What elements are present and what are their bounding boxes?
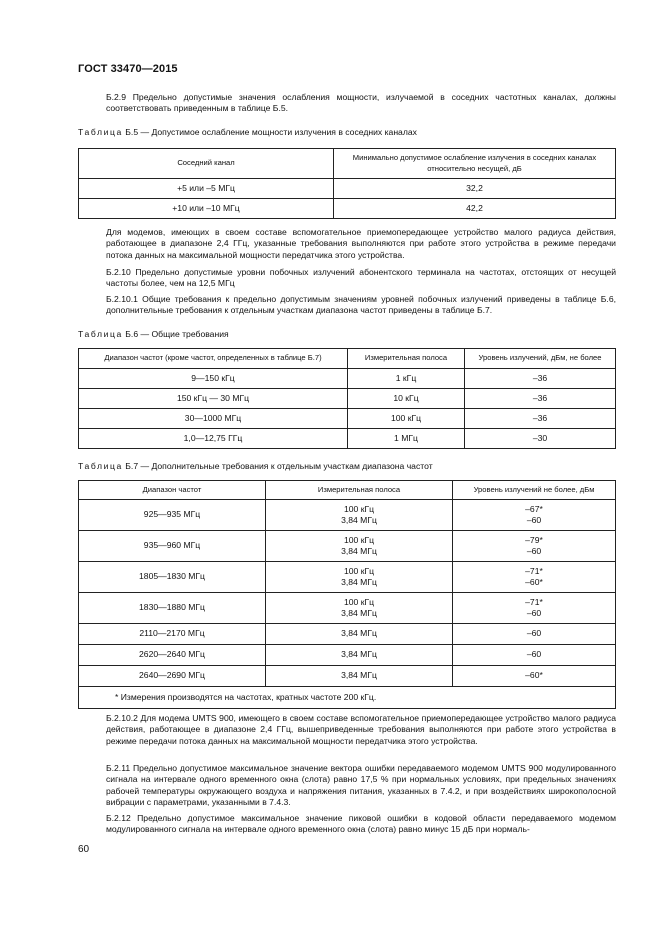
column-header: Минимально допустимое ослабление излучения в соседних каналах относительно несущей, дБ bbox=[334, 149, 616, 179]
table-cell: 935—960 МГц bbox=[79, 531, 266, 562]
paragraph-b2-11: Б.2.11 Предельно допустимое максимальное значение вектора ошибки передаваемого модемом UMTS 900 модулированного сигнала на интервале одного временного окна (слота) равно 17,5 % при нормальных условиях, при предельных значениях рабочей температуры окружающего воздуха и напряжения питания, указанных в 7.4.2, и при воздействиях широкополосной вибрации с параметрами, указанными в 7.4.3. bbox=[106, 763, 616, 808]
table-header-row bbox=[79, 349, 616, 369]
table-row bbox=[79, 429, 616, 449]
table-cell: –71* –60* bbox=[453, 562, 616, 593]
table-cell: 42,2 bbox=[334, 199, 616, 219]
table-row bbox=[79, 531, 616, 562]
table-cell: 10 кГц bbox=[348, 389, 465, 409]
table-b7 bbox=[78, 480, 616, 709]
table-cell: 1,0—12,75 ГГц bbox=[79, 429, 348, 449]
page-number: 60 bbox=[78, 844, 90, 855]
paragraph-b2-10: Б.2.10 Предельно допустимые уровни побочных излучений абонентского терминала на частотах, отстоящих от несущей частоты более, чем на 12,5 МГц bbox=[106, 267, 616, 289]
table-cell: 1805—1830 МГц bbox=[79, 562, 266, 593]
table-row bbox=[79, 624, 616, 645]
table-cell: –67* –60 bbox=[453, 500, 616, 531]
table-cell: 2640—2690 МГц bbox=[79, 666, 266, 687]
paragraph-b2-10-1: Б.2.10.1 Общие требования к предельно допустимым значениям уровней побочных излучений приведены в таблице Б.6, дополнительные требования к отдельным участкам диапазона частот приведены в таблице Б.7. bbox=[106, 294, 616, 316]
column-header: Измерительная полоса bbox=[266, 481, 453, 500]
table-cell: 30—1000 МГц bbox=[79, 409, 348, 429]
table-cell: –30 bbox=[465, 429, 616, 449]
table-row bbox=[79, 369, 616, 389]
paragraph-modem: Для модемов, имеющих в своем составе вспомогательное приемопередающее устройство малого радиуса действия, работающее в диапазоне 2,4 ГГц, указанные требования выполняются при работе этого устройства в режиме передачи потока данных на максимальной мощности передатчика этого устройства. bbox=[106, 227, 616, 260]
table-header-row bbox=[79, 481, 616, 500]
table-cell: –36 bbox=[465, 389, 616, 409]
table-b7-caption: Таблица Б.7 — Дополнительные требования к отдельным участкам диапазона частот bbox=[78, 461, 433, 471]
table-b6-caption: Таблица Б.6 — Общие требования bbox=[78, 329, 229, 339]
table-footnote: * Измерения производятся на частотах, кратных частоте 200 кГц. bbox=[79, 687, 616, 709]
table-cell: 32,2 bbox=[334, 179, 616, 199]
table-cell: +5 или –5 МГц bbox=[79, 179, 334, 199]
column-header: Диапазон частот (кроме частот, определенных в таблице Б.7) bbox=[79, 349, 348, 369]
paragraph-b2-10-2: Б.2.10.2 Для модема UMTS 900, имеющего в своем составе вспомогательное приемопередающее устройство малого радиуса действия, работающее в диапазоне 2,4 ГГц, вышеприведенные требования выполняются при работе этого устройства в режиме передачи потока данных на максимальной мощности передатчика этого устройства. bbox=[106, 713, 616, 746]
table-cell: 925—935 МГц bbox=[79, 500, 266, 531]
table-b5-caption: Таблица Б.5 — Допустимое ослабление мощности излучения в соседних каналах bbox=[78, 127, 417, 137]
table-row bbox=[79, 500, 616, 531]
column-header: Соседний канал bbox=[79, 149, 334, 179]
table-row bbox=[79, 389, 616, 409]
table-cell: 100 кГц 3,84 МГц bbox=[266, 593, 453, 624]
table-row bbox=[79, 666, 616, 687]
paragraph-b2-12: Б.2.12 Предельно допустимое максимальное значение пиковой ошибки в кодовой области передаваемого модемом модулированного сигнала на интервале одного временного окна (слота) равно минус 15 дБ при нормаль- bbox=[106, 813, 616, 835]
table-b6 bbox=[78, 348, 616, 449]
table-row bbox=[79, 179, 616, 199]
table-cell: 3,84 МГц bbox=[266, 624, 453, 645]
table-cell: 100 кГц 3,84 МГц bbox=[266, 500, 453, 531]
table-cell: –36 bbox=[465, 409, 616, 429]
table-cell: 150 кГц — 30 МГц bbox=[79, 389, 348, 409]
document-id: ГОСТ 33470—2015 bbox=[78, 63, 178, 75]
column-header: Измерительная полоса bbox=[348, 349, 465, 369]
table-b5 bbox=[78, 148, 616, 219]
table-cell: 2110—2170 МГц bbox=[79, 624, 266, 645]
table-row bbox=[79, 562, 616, 593]
table-cell: 100 кГц 3,84 МГц bbox=[266, 562, 453, 593]
table-cell: 9—150 кГц bbox=[79, 369, 348, 389]
column-header: Уровень излучений, дБм, не более bbox=[465, 349, 616, 369]
table-header-row bbox=[79, 149, 616, 179]
table-row bbox=[79, 593, 616, 624]
table-footnote-row bbox=[79, 687, 616, 709]
table-cell: 2620—2640 МГц bbox=[79, 645, 266, 666]
column-header: Диапазон частот bbox=[79, 481, 266, 500]
table-cell: –36 bbox=[465, 369, 616, 389]
table-cell: +10 или –10 МГц bbox=[79, 199, 334, 219]
table-row bbox=[79, 645, 616, 666]
table-cell: 3,84 МГц bbox=[266, 666, 453, 687]
table-cell: 3,84 МГц bbox=[266, 645, 453, 666]
paragraph-b2-9: Б.2.9 Предельно допустимые значения ослабления мощности, излучаемой в соседних частотных каналах, должны соответствовать приведенным в таблице Б.5. bbox=[106, 92, 616, 114]
table-cell: 100 кГц bbox=[348, 409, 465, 429]
table-row bbox=[79, 409, 616, 429]
table-cell: –71* –60 bbox=[453, 593, 616, 624]
table-cell: 100 кГц 3,84 МГц bbox=[266, 531, 453, 562]
column-header: Уровень излучений не более, дБм bbox=[453, 481, 616, 500]
table-cell: 1830—1880 МГц bbox=[79, 593, 266, 624]
table-cell: –79* –60 bbox=[453, 531, 616, 562]
table-cell: –60 bbox=[453, 624, 616, 645]
table-row bbox=[79, 199, 616, 219]
table-cell: 1 кГц bbox=[348, 369, 465, 389]
table-cell: –60* bbox=[453, 666, 616, 687]
table-cell: 1 МГц bbox=[348, 429, 465, 449]
table-cell: –60 bbox=[453, 645, 616, 666]
